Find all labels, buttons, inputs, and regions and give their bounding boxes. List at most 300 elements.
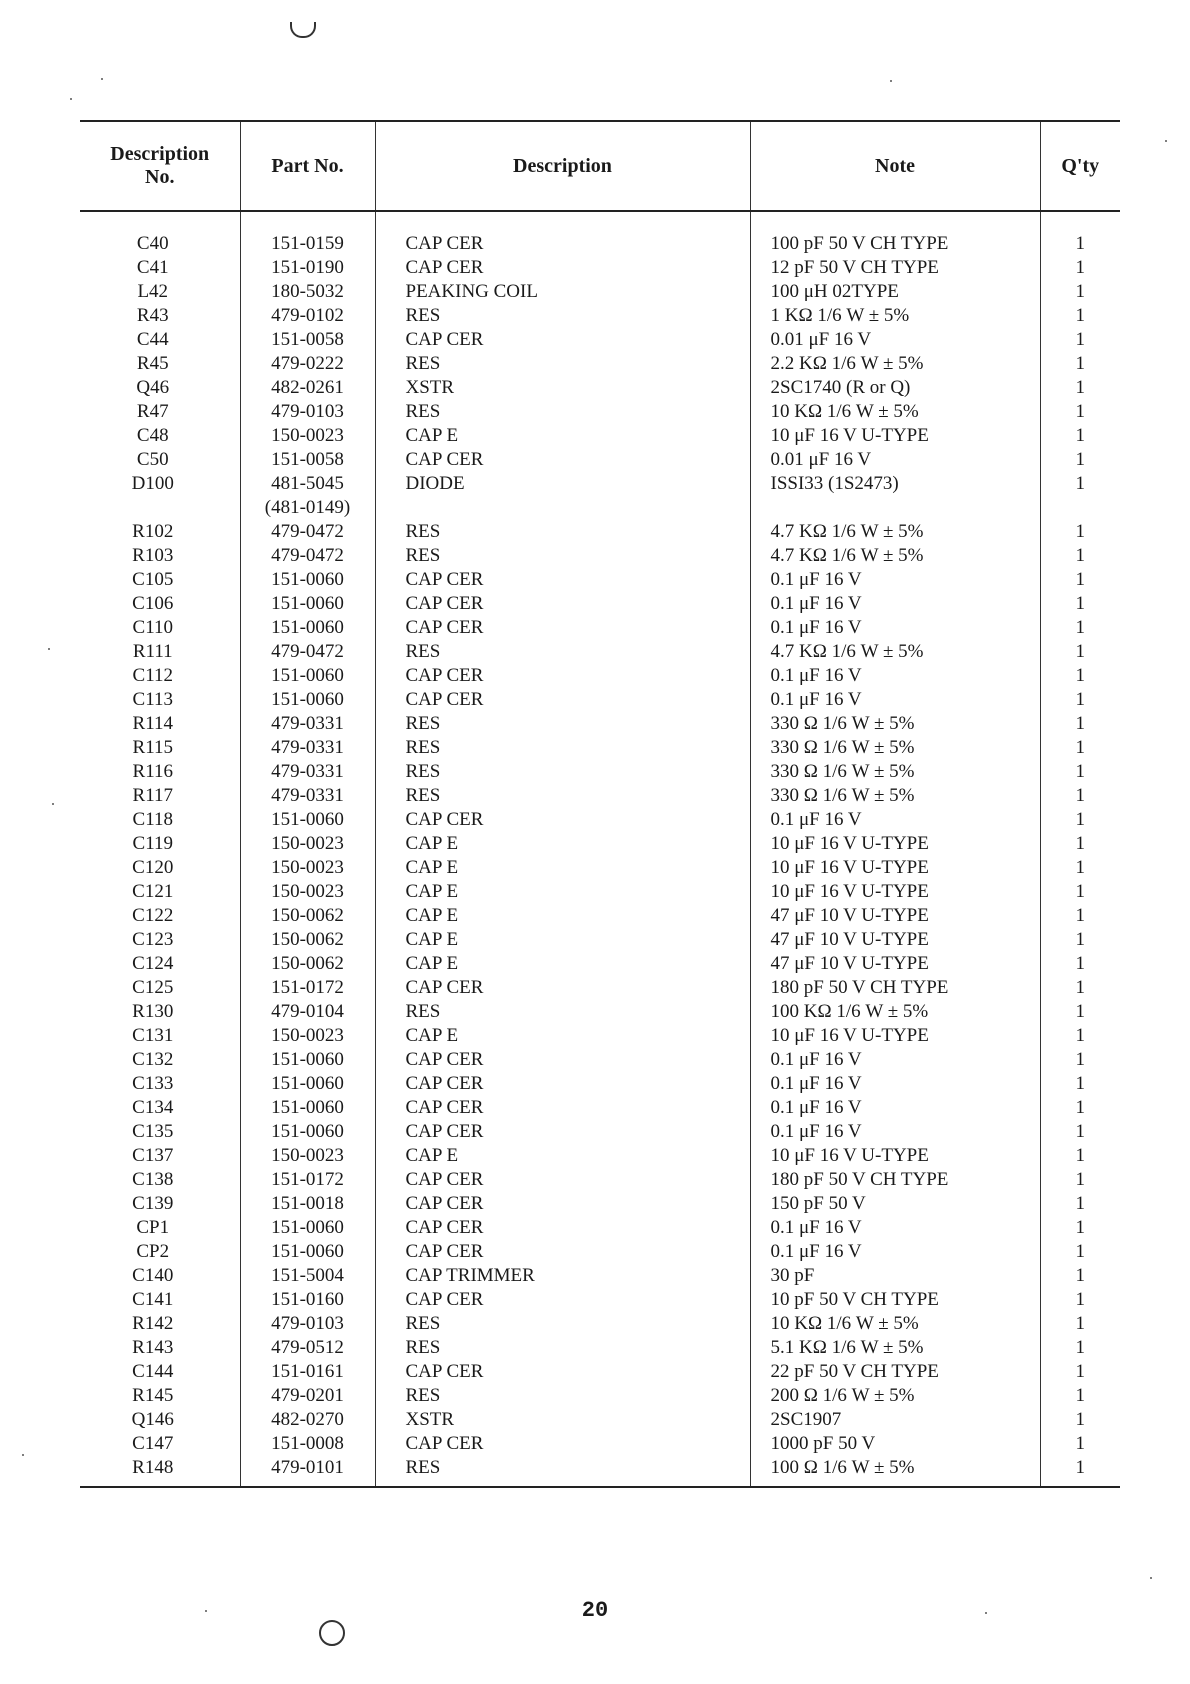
cell-note: 4.7 KΩ 1/6 W ± 5%: [750, 640, 1040, 664]
cell-description: CAP CER: [375, 664, 750, 688]
cell-description: CAP E: [375, 856, 750, 880]
cell-description: PEAKING COIL: [375, 280, 750, 304]
cell-part-no: (481-0149): [240, 496, 375, 520]
cell-qty: 1: [1040, 1192, 1120, 1216]
cell-description: RES: [375, 1312, 750, 1336]
cell-part-no: 151-5004: [240, 1264, 375, 1288]
cell-description: CAP CER: [375, 1096, 750, 1120]
cell-part-no: 479-0472: [240, 544, 375, 568]
cell-qty: 1: [1040, 352, 1120, 376]
cell-note: 10 KΩ 1/6 W ± 5%: [750, 1312, 1040, 1336]
cell-description: RES: [375, 352, 750, 376]
cell-qty: 1: [1040, 1144, 1120, 1168]
cell-description-no: C140: [132, 1265, 174, 1286]
table-row: [80, 1240, 1120, 1264]
cell-qty: 1: [1040, 832, 1120, 856]
cell-note: 0.1 μF 16 V: [750, 1048, 1040, 1072]
cell-note: 100 Ω 1/6 W ± 5%: [750, 1456, 1040, 1487]
table-row: [80, 568, 1120, 592]
cell-qty: 1: [1040, 1432, 1120, 1456]
cell-part-no: 150-0023: [240, 1024, 375, 1048]
cell-description: [375, 496, 750, 520]
table-row: [80, 544, 1120, 568]
cell-qty: 1: [1040, 1264, 1120, 1288]
cell-part-no: 150-0023: [240, 1144, 375, 1168]
cell-qty: 1: [1040, 448, 1120, 472]
cell-qty: 1: [1040, 211, 1120, 256]
cell-note: 0.1 μF 16 V: [750, 1216, 1040, 1240]
cell-qty: 1: [1040, 1216, 1120, 1240]
cell-note: 100 pF 50 V CH TYPE: [750, 211, 1040, 256]
cell-qty: 1: [1040, 1168, 1120, 1192]
cell-description: CAP E: [375, 832, 750, 856]
table-row: [80, 1360, 1120, 1384]
cell-note: 330 Ω 1/6 W ± 5%: [750, 736, 1040, 760]
cell-qty: 1: [1040, 1072, 1120, 1096]
cell-description: CAP CER: [375, 256, 750, 280]
cell-description-no: C40: [136, 233, 169, 254]
cell-description: CAP CER: [375, 1048, 750, 1072]
cell-qty: 1: [1040, 304, 1120, 328]
column-header-part-no: Part No.: [240, 121, 375, 211]
cell-part-no: 479-0103: [240, 400, 375, 424]
cell-qty: 1: [1040, 568, 1120, 592]
cell-part-no: 150-0062: [240, 952, 375, 976]
cell-note: 22 pF 50 V CH TYPE: [750, 1360, 1040, 1384]
cell-part-no: 479-0472: [240, 640, 375, 664]
table-row: [80, 472, 1120, 496]
table-row: [80, 856, 1120, 880]
cell-note: 0.1 μF 16 V: [750, 1240, 1040, 1264]
scan-speck: [1150, 1577, 1152, 1579]
cell-description-no: R102: [132, 521, 174, 542]
cell-description: CAP CER: [375, 448, 750, 472]
cell-qty: 1: [1040, 1048, 1120, 1072]
table-row: [80, 1216, 1120, 1240]
cell-description-no: C131: [132, 1025, 174, 1046]
cell-description: RES: [375, 1000, 750, 1024]
cell-description: CAP E: [375, 1144, 750, 1168]
cell-description-no: C147: [132, 1433, 174, 1454]
cell-description-no: R148: [80, 1456, 240, 1487]
header-description-no-line1: Description: [110, 143, 210, 165]
cell-part-no: 479-0472: [240, 520, 375, 544]
cell-description-no: [80, 496, 240, 520]
cell-note: 0.1 μF 16 V: [750, 1120, 1040, 1144]
cell-description-no: C48: [136, 425, 169, 446]
cell-part-no: 479-0222: [240, 352, 375, 376]
cell-qty: 1: [1040, 1024, 1120, 1048]
cell-part-no: 150-0023: [240, 856, 375, 880]
cell-part-no: 150-0062: [240, 928, 375, 952]
table-row: [80, 640, 1120, 664]
cell-description-no: C134: [132, 1097, 174, 1118]
cell-qty: 1: [1040, 1120, 1120, 1144]
cell-description: RES: [375, 400, 750, 424]
cell-note: 1000 pF 50 V: [750, 1432, 1040, 1456]
cell-qty: 1: [1040, 328, 1120, 352]
cell-note: ISSI33 (1S2473): [750, 472, 1040, 496]
cell-description: CAP CER: [375, 688, 750, 712]
cell-note: 0.1 μF 16 V: [750, 664, 1040, 688]
cell-qty: [1040, 496, 1120, 520]
cell-part-no: 151-0058: [240, 328, 375, 352]
cell-note: 0.01 μF 16 V: [750, 328, 1040, 352]
cell-part-no: 150-0023: [240, 880, 375, 904]
cell-note: 200 Ω 1/6 W ± 5%: [750, 1384, 1040, 1408]
cell-description: CAP CER: [375, 592, 750, 616]
cell-part-no: 151-0060: [240, 688, 375, 712]
cell-description: RES: [375, 712, 750, 736]
table-row: [80, 352, 1120, 376]
cell-note: 0.1 μF 16 V: [750, 1072, 1040, 1096]
cell-description: RES: [375, 1456, 750, 1487]
cell-part-no: 151-0060: [240, 592, 375, 616]
cell-description-no: C123: [132, 929, 174, 950]
cell-part-no: 151-0060: [240, 1072, 375, 1096]
cell-note: 10 μF 16 V U-TYPE: [750, 424, 1040, 448]
cell-description-no: D100: [131, 473, 174, 494]
cell-qty: 1: [1040, 1360, 1120, 1384]
table-row: [80, 976, 1120, 1000]
column-header-description: Description: [375, 121, 750, 211]
cell-note: 10 μF 16 V U-TYPE: [750, 880, 1040, 904]
scan-speck: [22, 1454, 24, 1456]
table-row: [80, 688, 1120, 712]
cell-part-no: 180-5032: [240, 280, 375, 304]
cell-qty: 1: [1040, 616, 1120, 640]
cell-note: 180 pF 50 V CH TYPE: [750, 976, 1040, 1000]
cell-part-no: 151-0159: [240, 211, 375, 256]
table-row: [80, 1048, 1120, 1072]
cell-note: 0.1 μF 16 V: [750, 808, 1040, 832]
cell-description: RES: [375, 1336, 750, 1360]
table-row: [80, 496, 1120, 520]
cell-note: 30 pF: [750, 1264, 1040, 1288]
cell-description-no: C120: [132, 857, 174, 878]
cell-description: CAP CER: [375, 976, 750, 1000]
cell-description-no: R142: [132, 1313, 174, 1334]
cell-note: 12 pF 50 V CH TYPE: [750, 256, 1040, 280]
cell-note: 100 KΩ 1/6 W ± 5%: [750, 1000, 1040, 1024]
table-row: [80, 664, 1120, 688]
cell-description-no: Q146: [131, 1409, 174, 1430]
table-row: [80, 400, 1120, 424]
cell-description: CAP E: [375, 424, 750, 448]
table-row: [80, 328, 1120, 352]
cell-qty: 1: [1040, 1288, 1120, 1312]
cell-description-no: C138: [132, 1169, 174, 1190]
cell-description: RES: [375, 736, 750, 760]
table-row: [80, 1384, 1120, 1408]
cell-description-no: R130: [132, 1001, 174, 1022]
cell-description: CAP E: [375, 952, 750, 976]
column-header-description-no: [80, 121, 240, 211]
cell-note: 10 pF 50 V CH TYPE: [750, 1288, 1040, 1312]
scan-speck: [48, 648, 50, 650]
cell-description-no: R103: [132, 545, 174, 566]
cell-note: 0.01 μF 16 V: [750, 448, 1040, 472]
cell-note: 47 μF 10 V U-TYPE: [750, 952, 1040, 976]
cell-description: XSTR: [375, 376, 750, 400]
cell-qty: 1: [1040, 712, 1120, 736]
cell-description: CAP CER: [375, 1360, 750, 1384]
cell-qty: 1: [1040, 1336, 1120, 1360]
cell-note: 330 Ω 1/6 W ± 5%: [750, 784, 1040, 808]
cell-description-no: C125: [132, 977, 174, 998]
cell-note: 10 μF 16 V U-TYPE: [750, 832, 1040, 856]
cell-part-no: 150-0062: [240, 904, 375, 928]
column-header-qty: Q'ty: [1040, 121, 1120, 211]
cell-part-no: 150-0023: [240, 424, 375, 448]
scan-speck: [52, 803, 54, 805]
table-row: [80, 280, 1120, 304]
table-row: [80, 1144, 1120, 1168]
cell-part-no: 479-0101: [240, 1456, 375, 1487]
cell-note: 47 μF 10 V U-TYPE: [750, 904, 1040, 928]
cell-description-no: C113: [132, 689, 173, 710]
cell-part-no: 151-0060: [240, 1048, 375, 1072]
table-row: [80, 1336, 1120, 1360]
cell-part-no: 479-0201: [240, 1384, 375, 1408]
cell-description: CAP CER: [375, 328, 750, 352]
cell-part-no: 479-0331: [240, 736, 375, 760]
cell-description: CAP CER: [375, 808, 750, 832]
cell-part-no: 150-0023: [240, 832, 375, 856]
table-row: [80, 448, 1120, 472]
cell-part-no: 151-0060: [240, 1240, 375, 1264]
scan-speck: [890, 80, 892, 82]
cell-qty: 1: [1040, 880, 1120, 904]
cell-part-no: 151-0172: [240, 976, 375, 1000]
cell-qty: 1: [1040, 1312, 1120, 1336]
cell-qty: 1: [1040, 784, 1120, 808]
cell-note: 0.1 μF 16 V: [750, 592, 1040, 616]
table-row: [80, 1312, 1120, 1336]
cell-description-no: C135: [132, 1121, 174, 1142]
cell-part-no: 482-0270: [240, 1408, 375, 1432]
cell-qty: 1: [1040, 736, 1120, 760]
table-row: [80, 952, 1120, 976]
cell-description: CAP TRIMMER: [375, 1264, 750, 1288]
table-row: [80, 211, 1120, 256]
cell-qty: 1: [1040, 760, 1120, 784]
cell-description-no: R47: [136, 401, 169, 422]
cell-note: 0.1 μF 16 V: [750, 568, 1040, 592]
cell-description-no: C137: [132, 1145, 174, 1166]
cell-note: 5.1 KΩ 1/6 W ± 5%: [750, 1336, 1040, 1360]
cell-description: CAP CER: [375, 1216, 750, 1240]
cell-note: 4.7 KΩ 1/6 W ± 5%: [750, 544, 1040, 568]
column-header-note: Note: [750, 121, 1040, 211]
cell-description-no: R145: [132, 1385, 174, 1406]
cell-description-no: R115: [132, 737, 173, 758]
cell-description-no: C133: [132, 1073, 174, 1094]
cell-description: CAP E: [375, 880, 750, 904]
cell-description-no: R143: [132, 1337, 174, 1358]
cell-note: 2SC1907: [750, 1408, 1040, 1432]
cell-note: 330 Ω 1/6 W ± 5%: [750, 712, 1040, 736]
cell-note: 10 μF 16 V U-TYPE: [750, 1144, 1040, 1168]
cell-note: 2.2 KΩ 1/6 W ± 5%: [750, 352, 1040, 376]
cell-description-no: R43: [136, 305, 169, 326]
cell-description: RES: [375, 784, 750, 808]
cell-part-no: 479-0102: [240, 304, 375, 328]
cell-part-no: 151-0161: [240, 1360, 375, 1384]
table-row: [80, 1000, 1120, 1024]
cell-qty: 1: [1040, 1000, 1120, 1024]
cell-description: CAP CER: [375, 1432, 750, 1456]
cell-part-no: 479-0331: [240, 712, 375, 736]
cell-part-no: 151-0060: [240, 568, 375, 592]
table-row: [80, 904, 1120, 928]
punch-hole-top-icon: [290, 22, 316, 38]
cell-part-no: 479-0512: [240, 1336, 375, 1360]
cell-note: 10 μF 16 V U-TYPE: [750, 1024, 1040, 1048]
cell-part-no: 479-0331: [240, 760, 375, 784]
cell-description-no: Q46: [136, 377, 170, 398]
cell-note: 180 pF 50 V CH TYPE: [750, 1168, 1040, 1192]
table-row: [80, 1072, 1120, 1096]
cell-description: CAP E: [375, 1024, 750, 1048]
cell-description: RES: [375, 640, 750, 664]
cell-qty: 1: [1040, 856, 1120, 880]
cell-qty: 1: [1040, 688, 1120, 712]
cell-description-no: R117: [132, 785, 173, 806]
cell-description-no: C141: [132, 1289, 174, 1310]
cell-description-no: R114: [132, 713, 173, 734]
cell-description-no: C124: [132, 953, 174, 974]
cell-description-no: C110: [132, 617, 173, 638]
cell-part-no: 151-0060: [240, 1120, 375, 1144]
cell-description-no: C50: [136, 449, 169, 470]
table-header-row: [80, 121, 1120, 211]
table-row: [80, 1096, 1120, 1120]
table-row: [80, 1288, 1120, 1312]
scan-speck: [70, 98, 72, 100]
cell-note: 0.1 μF 16 V: [750, 616, 1040, 640]
cell-qty: 1: [1040, 640, 1120, 664]
cell-qty: 1: [1040, 1384, 1120, 1408]
cell-description-no: C132: [132, 1049, 174, 1070]
table-row: [80, 1192, 1120, 1216]
cell-description: CAP CER: [375, 1192, 750, 1216]
cell-qty: 1: [1040, 1456, 1120, 1487]
page-number: 20: [581, 1598, 609, 1623]
cell-description-no: R45: [136, 353, 169, 374]
cell-note: 4.7 KΩ 1/6 W ± 5%: [750, 520, 1040, 544]
cell-description: RES: [375, 304, 750, 328]
cell-description: RES: [375, 1384, 750, 1408]
cell-qty: 1: [1040, 544, 1120, 568]
parts-list-table: [80, 120, 1120, 1488]
table-row: [80, 736, 1120, 760]
cell-description-no: C41: [136, 257, 169, 278]
table-row: [80, 592, 1120, 616]
cell-note: 0.1 μF 16 V: [750, 688, 1040, 712]
table-row: [80, 712, 1120, 736]
table-row: [80, 424, 1120, 448]
cell-note: 10 KΩ 1/6 W ± 5%: [750, 400, 1040, 424]
cell-description-no: C119: [132, 833, 173, 854]
table-row: [80, 808, 1120, 832]
cell-description-no: C118: [132, 809, 173, 830]
table-row: [80, 784, 1120, 808]
cell-part-no: 151-0060: [240, 808, 375, 832]
cell-qty: 1: [1040, 1408, 1120, 1432]
cell-description: CAP E: [375, 904, 750, 928]
cell-description-no: R111: [132, 641, 173, 662]
cell-qty: 1: [1040, 472, 1120, 496]
cell-part-no: 481-5045: [240, 472, 375, 496]
cell-description: CAP CER: [375, 568, 750, 592]
cell-note: 47 μF 10 V U-TYPE: [750, 928, 1040, 952]
cell-description: RES: [375, 760, 750, 784]
cell-part-no: 151-0018: [240, 1192, 375, 1216]
cell-description: DIODE: [375, 472, 750, 496]
cell-note: 150 pF 50 V: [750, 1192, 1040, 1216]
cell-qty: 1: [1040, 664, 1120, 688]
table-row: [80, 1024, 1120, 1048]
cell-part-no: 151-0060: [240, 1096, 375, 1120]
cell-part-no: 479-0331: [240, 784, 375, 808]
table-row: [80, 1456, 1120, 1487]
cell-description: CAP CER: [375, 1168, 750, 1192]
table-row: [80, 616, 1120, 640]
cell-description: CAP CER: [375, 1240, 750, 1264]
table-row: [80, 1408, 1120, 1432]
table-row: [80, 832, 1120, 856]
cell-note: 100 μH 02TYPE: [750, 280, 1040, 304]
scan-speck: [101, 78, 103, 80]
table-row: [80, 1120, 1120, 1144]
cell-part-no: 151-0160: [240, 1288, 375, 1312]
cell-qty: 1: [1040, 808, 1120, 832]
cell-qty: 1: [1040, 952, 1120, 976]
cell-qty: 1: [1040, 520, 1120, 544]
table-row: [80, 760, 1120, 784]
cell-qty: 1: [1040, 904, 1120, 928]
cell-description: CAP CER: [375, 1072, 750, 1096]
cell-description-no: C122: [132, 905, 174, 926]
header-description-no-line2: No.: [145, 166, 175, 188]
cell-part-no: 151-0058: [240, 448, 375, 472]
cell-description: RES: [375, 520, 750, 544]
cell-qty: 1: [1040, 928, 1120, 952]
table-row: [80, 520, 1120, 544]
table-row: [80, 1432, 1120, 1456]
cell-qty: 1: [1040, 256, 1120, 280]
cell-note: [750, 496, 1040, 520]
cell-qty: 1: [1040, 376, 1120, 400]
cell-description: CAP CER: [375, 616, 750, 640]
cell-qty: 1: [1040, 1240, 1120, 1264]
cell-note: 330 Ω 1/6 W ± 5%: [750, 760, 1040, 784]
cell-description-no: R116: [132, 761, 173, 782]
cell-qty: 1: [1040, 280, 1120, 304]
cell-part-no: 151-0008: [240, 1432, 375, 1456]
table-row: [80, 928, 1120, 952]
cell-note: 1 KΩ 1/6 W ± 5%: [750, 304, 1040, 328]
cell-part-no: 151-0172: [240, 1168, 375, 1192]
cell-part-no: 151-0190: [240, 256, 375, 280]
cell-part-no: 479-0103: [240, 1312, 375, 1336]
cell-note: 10 μF 16 V U-TYPE: [750, 856, 1040, 880]
cell-description: CAP CER: [375, 1120, 750, 1144]
table-row: [80, 880, 1120, 904]
table-row: [80, 376, 1120, 400]
cell-description: CAP E: [375, 928, 750, 952]
